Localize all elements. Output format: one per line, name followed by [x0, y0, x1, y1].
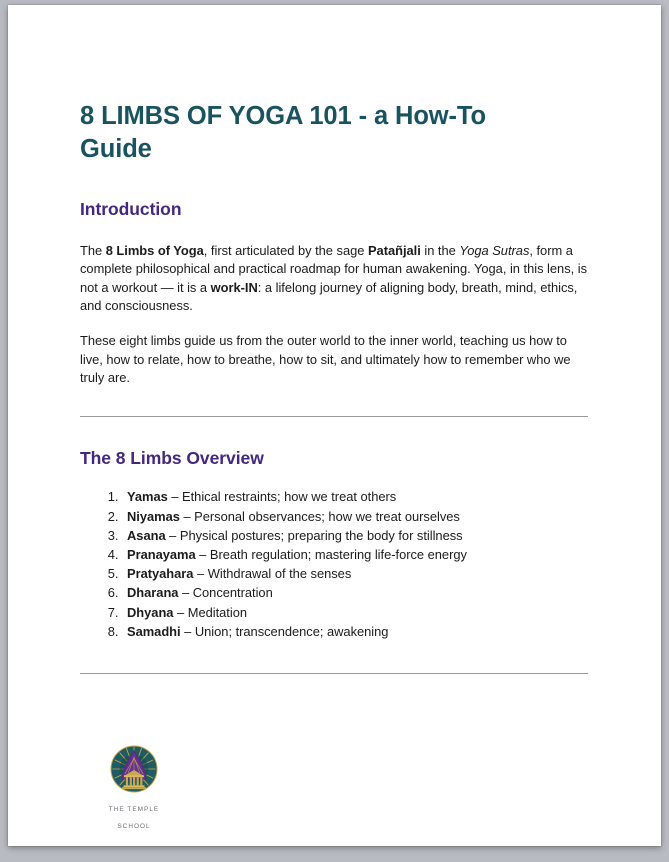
document-content [80, 100, 590, 674]
list-item [122, 545, 590, 564]
section-divider-top [80, 416, 588, 417]
limb-term: Samadhi [127, 623, 181, 639]
limb-term: Asana [127, 527, 166, 543]
footer-branding [106, 745, 162, 831]
text-run: Yoga Sutras [459, 242, 530, 258]
text-run: The [80, 242, 106, 258]
heading-overview: The 8 Limbs Overview [80, 447, 264, 468]
limb-description: – Withdrawal of the senses [193, 566, 352, 582]
text-run: in the [420, 242, 460, 258]
list-item [122, 507, 590, 526]
limb-term: Yamas [127, 489, 168, 505]
list-item [122, 622, 590, 641]
temple-school-logo-icon [110, 745, 158, 793]
text-run: Patañjali [367, 242, 421, 258]
limb-description: – Breath regulation; mastering life-force energy [195, 547, 467, 563]
limbs-list [80, 487, 590, 641]
document-page [8, 5, 661, 846]
limb-description: – Personal observances; how we treat ourselves [179, 508, 460, 524]
heading-introduction: Introduction [80, 198, 182, 219]
limb-description: – Meditation [173, 604, 247, 620]
introduction-paragraph-2: These eight limbs guide us from the outer world to the inner world, teaching us how to live, how to relate, how to breathe, how to sit, and ultimately how to remember who we truly are. [80, 332, 571, 386]
logo-line-1: THE TEMPLE [108, 805, 160, 813]
logo-wordmark [106, 797, 162, 831]
section-divider-bottom [80, 673, 588, 674]
text-run: : a lifelong journey of aligning body, breath, mind, ethics, and consciousness. [80, 279, 578, 314]
limb-description: – Union; transcendence; awakening [180, 623, 389, 639]
limb-description: – Ethical restraints; how we treat others [167, 489, 397, 505]
limb-term: Dhyana [127, 604, 174, 620]
list-item [122, 526, 590, 545]
overview-section [80, 447, 590, 641]
text-run: work-IN [210, 279, 258, 295]
introduction-paragraph-1 [80, 242, 590, 316]
page-inner [8, 5, 661, 846]
list-item [122, 564, 590, 583]
limb-term: Dharana [127, 585, 179, 601]
logo-line-2: SCHOOL [117, 822, 151, 830]
text-run: 8 Limbs of Yoga [105, 242, 204, 258]
limb-description: – Concentration [178, 585, 273, 601]
text-run: , form a complete philosophical and practical roadmap for human awakening. Yoga, in this lens, is not a workout — it is a [80, 242, 588, 295]
text-run: , first articulated by the sage [203, 242, 368, 258]
limb-description: – Physical postures; preparing the body for stillness [165, 527, 463, 543]
list-item [122, 487, 590, 506]
list-item [122, 583, 590, 602]
limb-term: Niyamas [127, 508, 180, 524]
page-title: 8 LIMBS OF YOGA 101 - a How-To Guide [80, 102, 486, 163]
limb-term: Pratyahara [127, 566, 194, 582]
limb-term: Pranayama [127, 547, 196, 563]
list-item [122, 603, 590, 622]
